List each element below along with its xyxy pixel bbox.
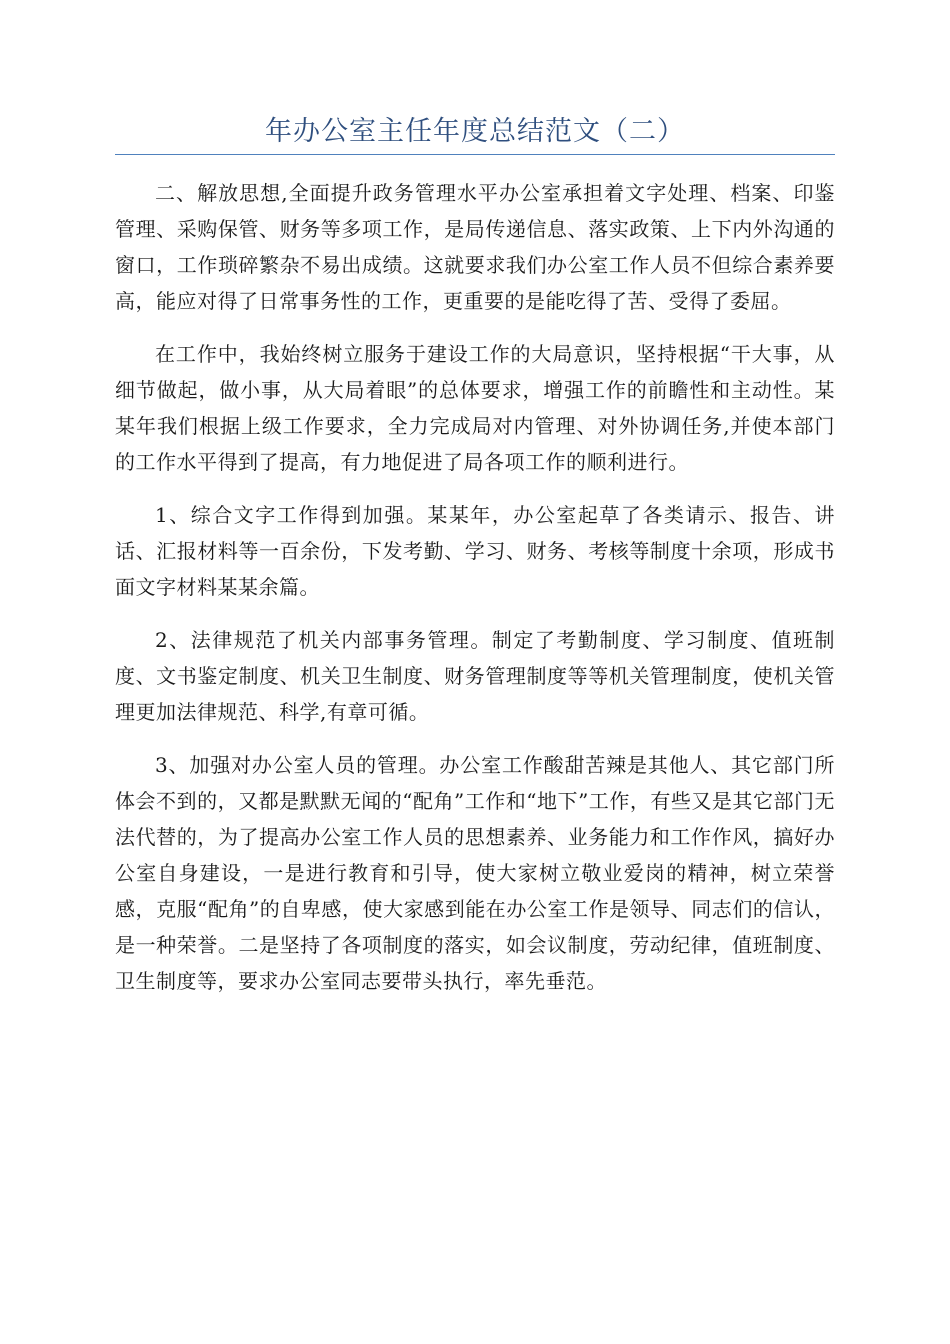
document-title: 年办公室主任年度总结范文（二） <box>265 116 685 147</box>
paragraph-2: 在工作中，我始终树立服务于建设工作的大局意识，坚持根据“干大事，从细节做起，做小事，从大局着眼”的总体要求，增强工作的前瞻性和主动性。某某年我们根据上级工作要求，全力完成局对内管理、对外协调任务,并使本部门的工作水平得到了提高，有力地促进了局各项工作的顺利进行。 <box>115 342 835 474</box>
document-body <box>115 175 835 1016</box>
paragraph-1: 二、解放思想,全面提升政务管理水平办公室承担着文字处理、档案、印鉴管理、采购保管、财务等多项工作，是局传递信息、落实政策、上下内外沟通的窗口，工作琐碎繁杂不易出成绩。这就要求我们办公室工作人员不但综合素养要高，能应对得了日常事务性的工作，更重要的是能吃得了苦、受得了委屈。 <box>115 181 835 313</box>
paragraph-5: 3、加强对办公室人员的管理。办公室工作酸甜苦辣是其他人、其它部门所体会不到的，又都是默默无闻的“配角”工作和“地下”工作，有些又是其它部门无法代替的，为了提高办公室工作人员的思想素养、业务能力和工作作风，搞好办公室自身建设，一是进行教育和引导，使大家树立敬业爱岗的精神，树立荣誉感，克服“配角”的自卑感，使大家感到能在办公室工作是领导、同志们的信认，是一种荣誉。二是坚持了各项制度的落实，如会议制度，劳动纪律，值班制度、卫生制度等，要求办公室同志要带头执行，率先垂范。 <box>115 753 835 993</box>
title-underline <box>115 154 835 155</box>
paragraph-3: 1、综合文字工作得到加强。某某年，办公室起草了各类请示、报告、讲话、汇报材料等一百余份，下发考勤、学习、财务、考核等制度十余项，形成书面文字材料某某余篇。 <box>115 503 835 599</box>
paragraph-4: 2、法律规范了机关内部事务管理。制定了考勤制度、学习制度、值班制度、文书鉴定制度、机关卫生制度、财务管理制度等等机关管理制度，使机关管理更加法律规范、科学,有章可循。 <box>115 628 835 724</box>
